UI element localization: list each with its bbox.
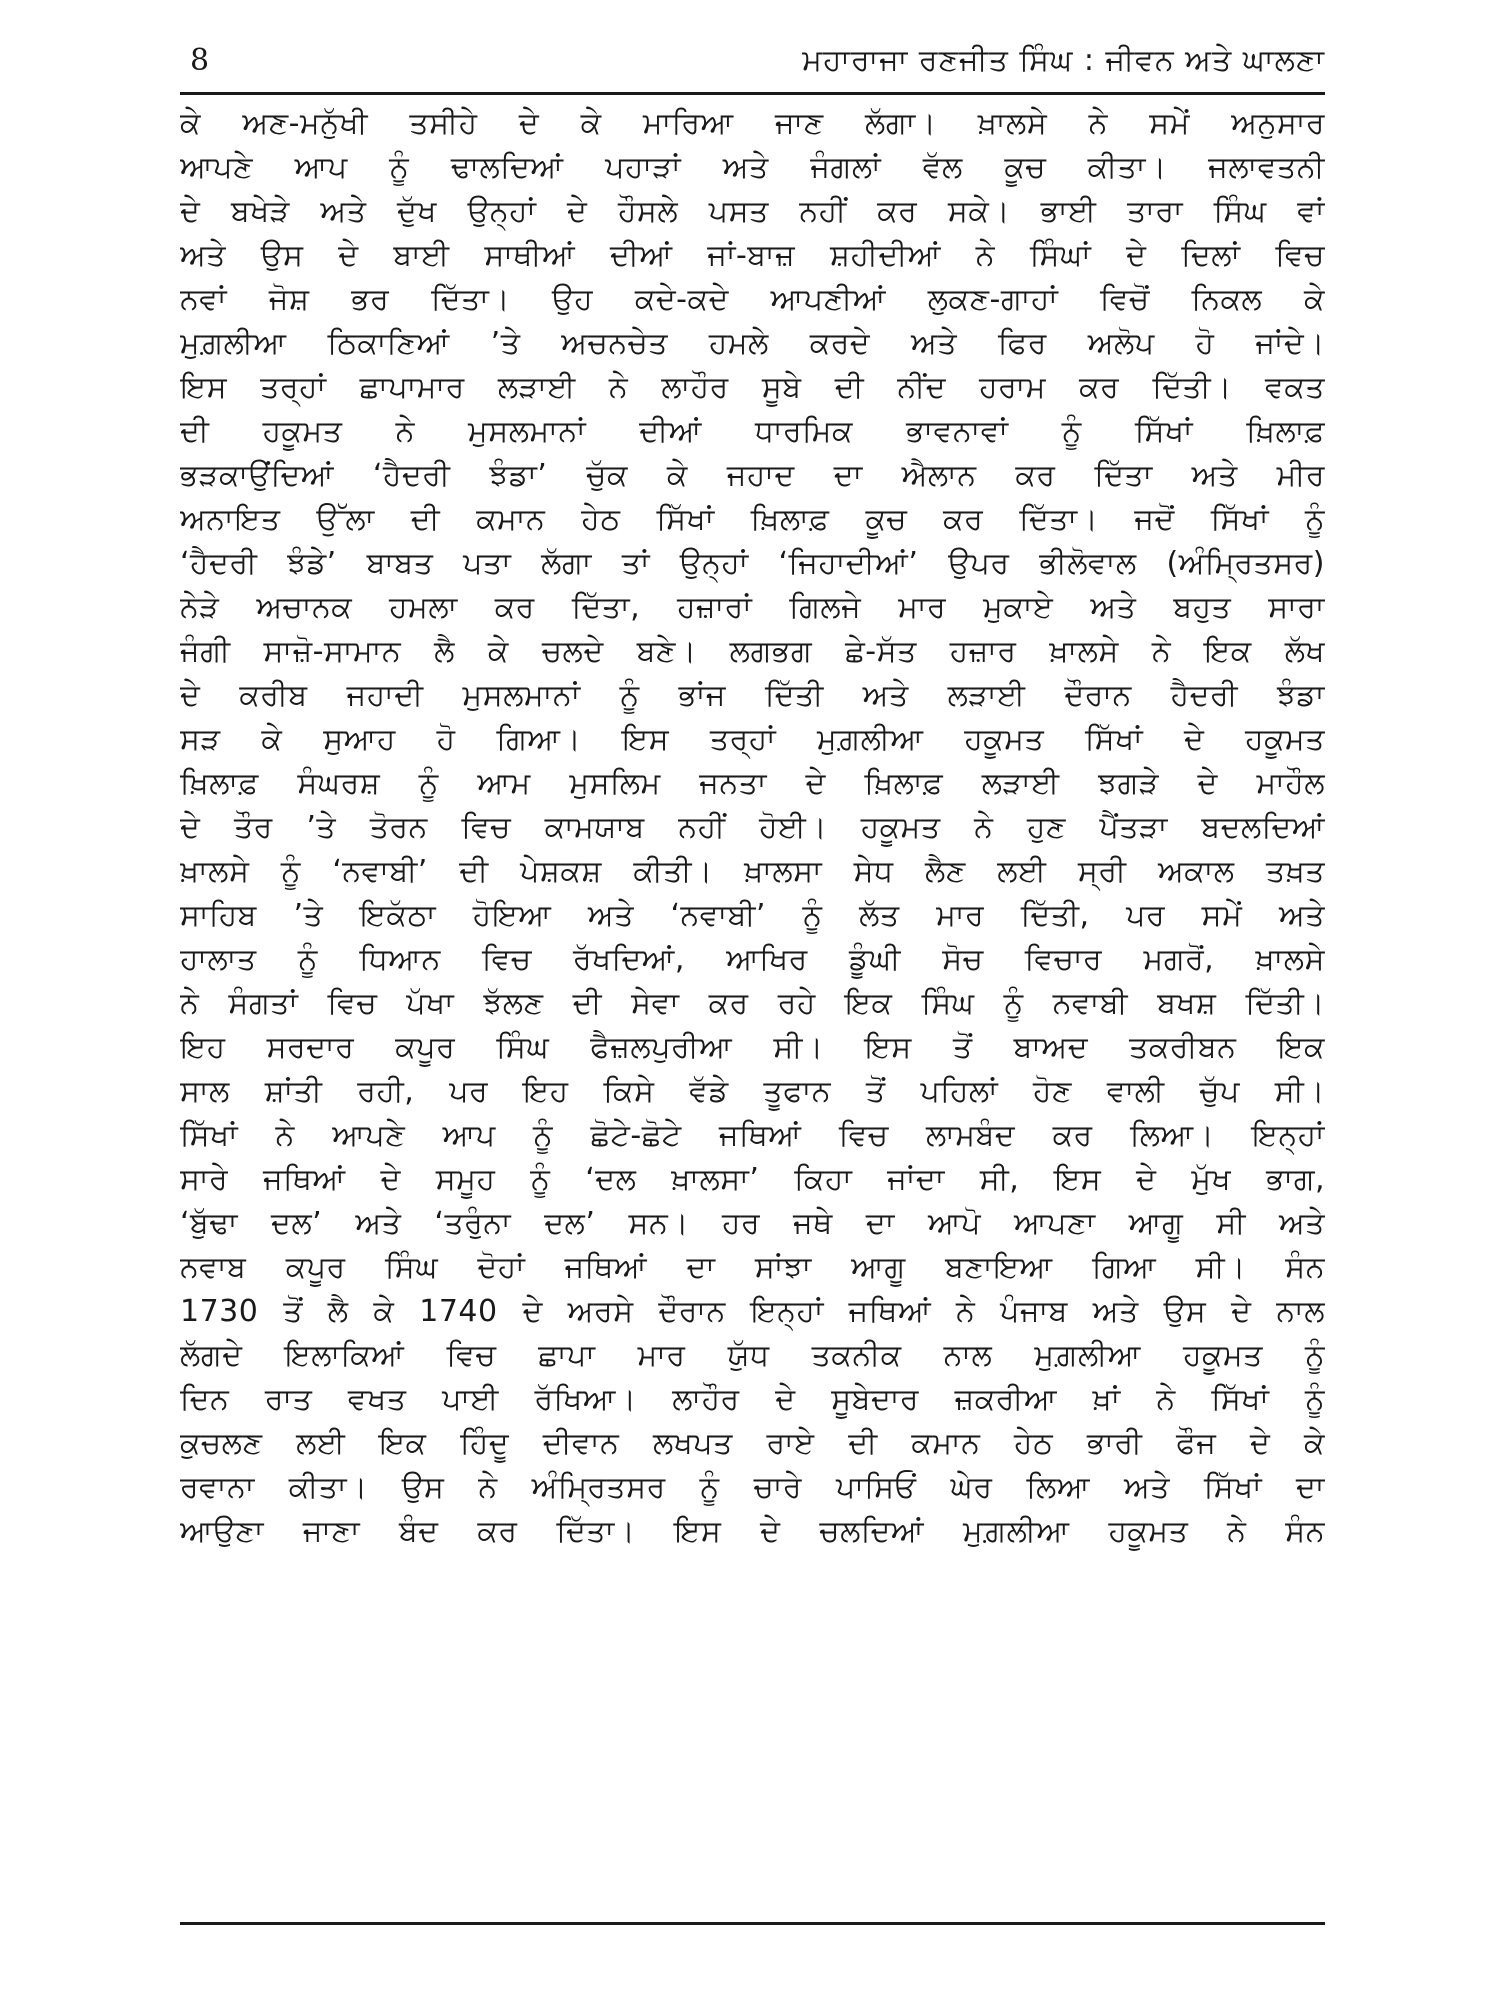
page-header — [180, 30, 1325, 90]
text-line: ਅਤੇ ਉਸ ਦੇ ਬਾਈ ਸਾਥੀਆਂ ਦੀਆਂ ਜਾਂ-ਬਾਜ਼ ਸ਼ਹੀਦੀਆਂ ਨੇ ਸਿੰਘਾਂ ਦੇ ਦਿਲਾਂ ਵਿਚ — [180, 238, 1325, 273]
text-line: ਦੇ ਕਰੀਬ ਜਹਾਦੀ ਮੁਸਲਮਾਨਾਂ ਨੂੰ ਭਾਂਜ ਦਿੱਤੀ ਅਤੇ ਲੜਾਈ ਦੌਰਾਨ ਹੈਦਰੀ ਝੰਡਾ — [180, 678, 1325, 713]
text-line: 1730 ਤੋਂ ਲੈ ਕੇ 1740 ਦੇ ਅਰਸੇ ਦੌਰਾਨ ਇਨ੍ਹਾਂ ਜਥਿਆਂ ਨੇ ਪੰਜਾਬ ਅਤੇ ਉਸ ਦੇ ਨਾਲ — [180, 1294, 1325, 1329]
text-line: ਨਵਾਬ ਕਪੂਰ ਸਿੰਘ ਦੋਹਾਂ ਜਥਿਆਂ ਦਾ ਸਾਂਝਾ ਆਗੂ ਬਣਾਇਆ ਗਿਆ ਸੀ। ਸੰਨ — [180, 1250, 1325, 1285]
text-line: ਸਾਰੇ ਜਥਿਆਂ ਦੇ ਸਮੂਹ ਨੂੰ ‘ਦਲ ਖ਼ਾਲਸਾ’ ਕਿਹਾ ਜਾਂਦਾ ਸੀ, ਇਸ ਦੇ ਮੁੱਖ ਭਾਗ, — [180, 1162, 1325, 1197]
text-line: ਸਾਹਿਬ ’ਤੇ ਇਕੱਠਾ ਹੋਇਆ ਅਤੇ ‘ਨਵਾਬੀ’ ਨੂੰ ਲੱਤ ਮਾਰ ਦਿੱਤੀ, ਪਰ ਸਮੇਂ ਅਤੇ — [180, 898, 1325, 933]
text-line: ਅਨਾਇਤ ਉੱਲਾ ਦੀ ਕਮਾਨ ਹੇਠ ਸਿੱਖਾਂ ਖ਼ਿਲਾਫ਼ ਕੂਚ ਕਰ ਦਿੱਤਾ। ਜਦੋਂ ਸਿੱਖਾਂ ਨੂੰ — [180, 502, 1325, 537]
text-line: ਦੇ ਬਖੇੜੇ ਅਤੇ ਦੁੱਖ ਉਨ੍ਹਾਂ ਦੇ ਹੌਸਲੇ ਪਸਤ ਨਹੀਂ ਕਰ ਸਕੇ। ਭਾਈ ਤਾਰਾ ਸਿੰਘ ਵਾਂ — [180, 194, 1325, 229]
text-line: ਨੇ ਸੰਗਤਾਂ ਵਿਚ ਪੱਖਾ ਝੱਲਣ ਦੀ ਸੇਵਾ ਕਰ ਰਹੇ ਇਕ ਸਿੰਘ ਨੂੰ ਨਵਾਬੀ ਬਖਸ਼ ਦਿੱਤੀ। — [180, 986, 1325, 1021]
running-title: ਮਹਾਰਾਜਾ ਰਣਜੀਤ ਸਿੰਘ : ਜੀਵਨ ਅਤੇ ਘਾਲਣਾ — [802, 42, 1325, 78]
text-line: ਨੇੜੇ ਅਚਾਨਕ ਹਮਲਾ ਕਰ ਦਿੱਤਾ, ਹਜ਼ਾਰਾਂ ਗਿਲਜੇ ਮਾਰ ਮੁਕਾਏ ਅਤੇ ਬਹੁਤ ਸਾਰਾ — [180, 590, 1325, 625]
footer-rule — [180, 1922, 1325, 1925]
text-line: ਸੜ ਕੇ ਸੁਆਹ ਹੋ ਗਿਆ। ਇਸ ਤਰ੍ਹਾਂ ਮੁਗ਼ਲੀਆ ਹਕੂਮਤ ਸਿੱਖਾਂ ਦੇ ਹਕੂਮਤ — [180, 722, 1325, 757]
text-line: ਆਉਣਾ ਜਾਣਾ ਬੰਦ ਕਰ ਦਿੱਤਾ। ਇਸ ਦੇ ਚਲਦਿਆਂ ਮੁਗ਼ਲੀਆ ਹਕੂਮਤ ਨੇ ਸੰਨ — [180, 1514, 1325, 1549]
book-page — [180, 0, 1325, 2000]
text-line: ਖ਼ਿਲਾਫ਼ ਸੰਘਰਸ਼ ਨੂੰ ਆਮ ਮੁਸਲਿਮ ਜਨਤਾ ਦੇ ਖ਼ਿਲਾਫ਼ ਲੜਾਈ ਝਗੜੇ ਦੇ ਮਾਹੌਲ — [180, 766, 1325, 801]
text-line: ‘ਹੈਦਰੀ ਝੰਡੇ’ ਬਾਬਤ ਪਤਾ ਲੱਗਾ ਤਾਂ ਉਨ੍ਹਾਂ ‘ਜਿਹਾਦੀਆਂ’ ਉਪਰ ਭੀਲੋਵਾਲ (ਅੰਮ੍ਰਿਤਸਰ) — [180, 546, 1325, 581]
text-line: ਰਵਾਨਾ ਕੀਤਾ। ਉਸ ਨੇ ਅੰਮ੍ਰਿਤਸਰ ਨੂੰ ਚਾਰੇ ਪਾਸਿਓਂ ਘੇਰ ਲਿਆ ਅਤੇ ਸਿੱਖਾਂ ਦਾ — [180, 1470, 1325, 1505]
text-line: ਹਾਲਾਤ ਨੂੰ ਧਿਆਨ ਵਿਚ ਰੱਖਦਿਆਂ, ਆਖਿਰ ਡੂੰਘੀ ਸੋਚ ਵਿਚਾਰ ਮਗਰੋਂ, ਖ਼ਾਲਸੇ — [180, 942, 1325, 977]
header-rule — [180, 92, 1325, 95]
text-line: ਸਿੱਖਾਂ ਨੇ ਆਪਣੇ ਆਪ ਨੂੰ ਛੋਟੇ-ਛੋਟੇ ਜਥਿਆਂ ਵਿਚ ਲਾਮਬੰਦ ਕਰ ਲਿਆ। ਇਨ੍ਹਾਂ — [180, 1118, 1325, 1153]
text-line: ਆਪਣੇ ਆਪ ਨੂੰ ਢਾਲਦਿਆਂ ਪਹਾੜਾਂ ਅਤੇ ਜੰਗਲਾਂ ਵੱਲ ਕੂਚ ਕੀਤਾ। ਜਲਾਵਤਨੀ — [180, 150, 1325, 185]
text-line: ਸਾਲ ਸ਼ਾਂਤੀ ਰਹੀ, ਪਰ ਇਹ ਕਿਸੇ ਵੱਡੇ ਤੂਫਾਨ ਤੋਂ ਪਹਿਲਾਂ ਹੋਣ ਵਾਲੀ ਚੁੱਪ ਸੀ। — [180, 1074, 1325, 1109]
body-text — [180, 102, 1325, 1554]
text-line: ਖ਼ਾਲਸੇ ਨੂੰ ‘ਨਵਾਬੀ’ ਦੀ ਪੇਸ਼ਕਸ਼ ਕੀਤੀ। ਖ਼ਾਲਸਾ ਸੇਧ ਲੈਣ ਲਈ ਸ੍ਰੀ ਅਕਾਲ ਤਖ਼ਤ — [180, 854, 1325, 889]
text-line: ਮੁਗ਼ਲੀਆ ਠਿਕਾਣਿਆਂ ’ਤੇ ਅਚਨਚੇਤ ਹਮਲੇ ਕਰਦੇ ਅਤੇ ਫਿਰ ਅਲੋਪ ਹੋ ਜਾਂਦੇ। — [180, 326, 1325, 361]
text-line: ਦੇ ਤੌਰ ’ਤੇ ਤੋਰਨ ਵਿਚ ਕਾਮਯਾਬ ਨਹੀਂ ਹੋਈ। ਹਕੂਮਤ ਨੇ ਹੁਣ ਪੈਂਤੜਾ ਬਦਲਦਿਆਂ — [180, 810, 1325, 845]
text-line: ਕੁਚਲਣ ਲਈ ਇਕ ਹਿੰਦੂ ਦੀਵਾਨ ਲਖਪਤ ਰਾਏ ਦੀ ਕਮਾਨ ਹੇਠ ਭਾਰੀ ਫੌਜ ਦੇ ਕੇ — [180, 1426, 1325, 1461]
text-line: ‘ਬੁੱਢਾ ਦਲ’ ਅਤੇ ‘ਤਰੁੰਨਾ ਦਲ’ ਸਨ। ਹਰ ਜਥੇ ਦਾ ਆਪੋ ਆਪਣਾ ਆਗੂ ਸੀ ਅਤੇ — [180, 1206, 1325, 1241]
text-line: ਦੀ ਹਕੂਮਤ ਨੇ ਮੁਸਲਮਾਨਾਂ ਦੀਆਂ ਧਾਰਮਿਕ ਭਾਵਨਾਵਾਂ ਨੂੰ ਸਿੱਖਾਂ ਖ਼ਿਲਾਫ਼ — [180, 414, 1325, 449]
text-line: ਦਿਨ ਰਾਤ ਵਖਤ ਪਾਈ ਰੱਖਿਆ। ਲਾਹੌਰ ਦੇ ਸੂਬੇਦਾਰ ਜ਼ਕਰੀਆ ਖ਼ਾਂ ਨੇ ਸਿੱਖਾਂ ਨੂੰ — [180, 1382, 1325, 1417]
page-number: 8 — [190, 42, 210, 78]
text-line: ਜੰਗੀ ਸਾਜ਼ੋ-ਸਾਮਾਨ ਲੈ ਕੇ ਚਲਦੇ ਬਣੇ। ਲਗਭਗ ਛੇ-ਸੱਤ ਹਜ਼ਾਰ ਖ਼ਾਲਸੇ ਨੇ ਇਕ ਲੱਖ — [180, 634, 1325, 669]
text-line: ਇਸ ਤਰ੍ਹਾਂ ਛਾਪਾਮਾਰ ਲੜਾਈ ਨੇ ਲਾਹੌਰ ਸੂਬੇ ਦੀ ਨੀਂਦ ਹਰਾਮ ਕਰ ਦਿੱਤੀ। ਵਕਤ — [180, 370, 1325, 405]
text-line: ਨਵਾਂ ਜੋਸ਼ ਭਰ ਦਿੱਤਾ। ਉਹ ਕਦੇ-ਕਦੇ ਆਪਣੀਆਂ ਲੁਕਣ-ਗਾਹਾਂ ਵਿਚੋਂ ਨਿਕਲ ਕੇ — [180, 282, 1325, 317]
text-line: ਇਹ ਸਰਦਾਰ ਕਪੂਰ ਸਿੰਘ ਫੈਜ਼ਲਪੁਰੀਆ ਸੀ। ਇਸ ਤੋਂ ਬਾਅਦ ਤਕਰੀਬਨ ਇਕ — [180, 1030, 1325, 1065]
text-line: ਕੇ ਅਣ-ਮਨੁੱਖੀ ਤਸੀਹੇ ਦੇ ਕੇ ਮਾਰਿਆ ਜਾਣ ਲੱਗਾ। ਖ਼ਾਲਸੇ ਨੇ ਸਮੇਂ ਅਨੁਸਾਰ — [180, 106, 1325, 141]
text-line: ਭੜਕਾਉਂਦਿਆਂ ‘ਹੈਦਰੀ ਝੰਡਾ’ ਚੁੱਕ ਕੇ ਜਹਾਦ ਦਾ ਐਲਾਨ ਕਰ ਦਿੱਤਾ ਅਤੇ ਮੀਰ — [180, 458, 1325, 493]
text-line: ਲੱਗਦੇ ਇਲਾਕਿਆਂ ਵਿਚ ਛਾਪਾ ਮਾਰ ਯੁੱਧ ਤਕਨੀਕ ਨਾਲ ਮੁਗ਼ਲੀਆ ਹਕੂਮਤ ਨੂੰ — [180, 1338, 1325, 1373]
